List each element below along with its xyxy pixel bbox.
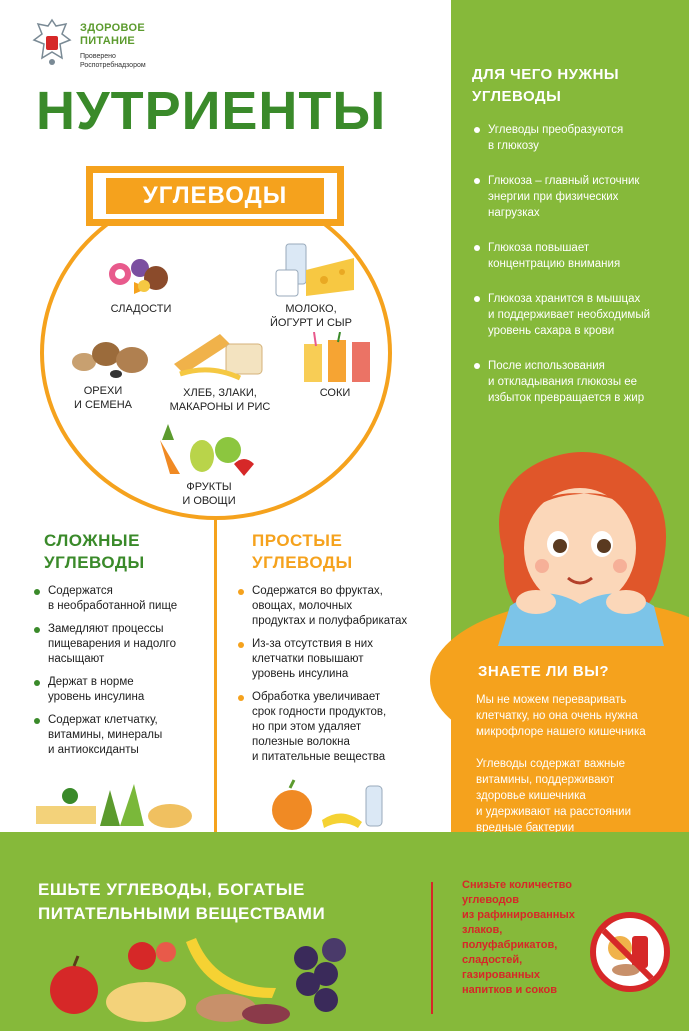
carbs-label: УГЛЕВОДЫ <box>142 182 288 209</box>
food-label-line: СЛАДОСТИ <box>110 303 172 315</box>
food-label-line: МАКАРОНЫ И РИС <box>169 401 271 413</box>
why-carbs-title <box>472 64 619 108</box>
healthy-foods-icon <box>46 928 366 1028</box>
list-line: Глюкоза хранится в мышцах <box>488 293 641 305</box>
food-label-line: ЙОГУРТ И СЫР <box>269 317 352 329</box>
title-line: СЛОЖНЫЕ <box>44 531 140 550</box>
note-line: Снизьте количество <box>462 879 572 891</box>
list-item <box>472 173 677 221</box>
food-label-line: ФРУКТЫ <box>186 481 232 493</box>
list-line: Обработка увеличивает <box>252 691 381 703</box>
note-line: из рафинированных <box>462 909 575 921</box>
page-title: НУТРИЕНТЫ <box>36 81 387 141</box>
list-line: полезные волокна <box>252 736 350 748</box>
food-label-line: ОРЕХИ <box>83 385 123 397</box>
list-line: и питательные вещества <box>252 751 386 763</box>
note-divider <box>431 882 433 1014</box>
text-line: и удерживают на расстоянии <box>476 806 632 818</box>
did-you-know-paragraph-2 <box>476 756 681 832</box>
note-line: углеводов <box>462 894 520 906</box>
list-line: пищеварения и надолго <box>48 638 177 650</box>
processed-foods-icon <box>262 776 392 832</box>
note-line: газированных <box>462 969 541 981</box>
logo-title-line: ЗДОРОВОЕ <box>80 22 145 34</box>
list-line: продуктах и полуфабрикатах <box>252 615 408 627</box>
list-line: Содержат клетчатку, <box>48 714 158 726</box>
logo-sub-line: Проверено <box>80 53 116 60</box>
title-line: УГЛЕВОДЫ <box>252 553 353 572</box>
list-line: и откладывания глюкозы ее <box>488 376 638 388</box>
why-carbs-list <box>472 122 677 425</box>
list-line: концентрацию внимания <box>488 258 621 270</box>
list-line: После использования <box>488 360 605 372</box>
text-line: вредные бактерии <box>476 822 575 832</box>
title-line: ЕШЬТЕ УГЛЕВОДЫ, БОГАТЫЕ <box>38 880 305 899</box>
food-label-line: СОКИ <box>319 387 351 399</box>
list-line: и поддерживает необходимый <box>488 309 651 321</box>
list-item <box>34 675 210 705</box>
text-line: Углеводы содержат важные <box>476 758 626 770</box>
list-item <box>34 584 210 614</box>
did-you-know-paragraph-1 <box>476 692 681 740</box>
food-label-fruits <box>164 480 254 508</box>
list-item <box>238 690 450 765</box>
list-line: уровень инсулина <box>252 668 349 680</box>
list-line: Содержатся во фруктах, <box>252 585 383 597</box>
list-line: нагрузках <box>488 207 540 219</box>
list-line: Из-за отсутствия в них <box>252 638 373 650</box>
text-line: Мы не можем переваривать <box>476 694 627 706</box>
fruits-vegetables-icon <box>150 420 260 478</box>
bread-icon <box>170 324 266 382</box>
text-line: здоровье кишечника <box>476 790 586 802</box>
note-line: злаков, <box>462 924 503 936</box>
text-line: витамины, поддерживают <box>476 774 615 786</box>
note-line: напитков и соков <box>462 984 557 996</box>
list-line: насыщают <box>48 653 105 665</box>
food-label-juice <box>300 386 370 400</box>
carbs-label-box <box>86 166 344 226</box>
no-junk-food-icon <box>590 912 670 992</box>
text-line: микрофлоре нашего кишечника <box>476 726 646 738</box>
juice-icon <box>300 332 380 384</box>
list-line: в глюкозу <box>488 140 539 152</box>
list-item <box>34 713 210 758</box>
logo-sub-line: Роспотребнадзором <box>80 62 146 69</box>
food-label-bread <box>160 386 280 414</box>
column-divider <box>214 520 217 832</box>
list-line: но при этом удаляет <box>252 721 362 733</box>
list-line: уровень инсулина <box>48 691 145 703</box>
food-label-line: МОЛОКО, <box>285 303 337 315</box>
did-you-know-title: ЗНАЕТЕ ЛИ ВЫ? <box>478 663 610 680</box>
bottom-title <box>38 878 325 926</box>
list-line: Углеводы преобразуются <box>488 124 624 136</box>
list-line: Содержатся <box>48 585 113 597</box>
simple-carbs-list <box>238 584 450 773</box>
whole-foods-icon <box>30 776 200 832</box>
dairy-icon <box>272 240 358 302</box>
title-line: ПИТАТЕЛЬНЫМИ ВЕЩЕСТВАМИ <box>38 904 326 923</box>
list-line: срок годности продуктов, <box>252 706 387 718</box>
list-line: Глюкоза – главный источник <box>488 175 640 187</box>
list-line: энергии при физических <box>488 191 619 203</box>
logo-title-line: ПИТАНИЕ <box>80 35 136 47</box>
carbs-label-wrap <box>86 166 344 226</box>
eagle-emblem-icon <box>32 18 72 66</box>
list-item <box>472 240 677 272</box>
text-line: клетчатку, но она очень нужна <box>476 710 638 722</box>
logo <box>32 16 252 72</box>
simple-carbs-title <box>252 530 353 574</box>
sweets-icon <box>104 252 176 298</box>
list-line: Замедляют процессы <box>48 623 164 635</box>
list-item <box>472 291 677 339</box>
note-line: сладостей, <box>462 954 523 966</box>
list-item <box>238 637 450 682</box>
list-line: Глюкоза повышает <box>488 242 590 254</box>
list-line: Держат в норме <box>48 676 134 688</box>
list-line: овощах, молочных <box>252 600 353 612</box>
list-item <box>472 358 677 406</box>
complex-carbs-title <box>44 530 145 574</box>
title-line: ПРОСТЫЕ <box>252 531 343 550</box>
food-label-nuts <box>58 384 148 412</box>
food-label-line: И СЕМЕНА <box>73 399 133 411</box>
list-line: и антиоксиданты <box>48 744 139 756</box>
complex-carbs-list <box>34 584 210 766</box>
logo-subtitle <box>80 52 146 70</box>
list-item <box>34 622 210 667</box>
nuts-icon <box>66 336 156 382</box>
list-item <box>238 584 450 629</box>
girl-illustration-icon <box>484 446 674 646</box>
list-line: в необработанной пище <box>48 600 178 612</box>
note-line: полуфабрикатов, <box>462 939 558 951</box>
list-line: уровень сахара в крови <box>488 325 615 337</box>
food-label-line: И ОВОЩИ <box>182 495 236 507</box>
list-line: витамины, минералы <box>48 729 163 741</box>
logo-title <box>80 22 145 48</box>
title-line: УГЛЕВОДЫ <box>472 88 562 105</box>
food-label-dairy <box>256 302 366 330</box>
list-line: избыток превращается в жир <box>488 392 645 404</box>
title-line: УГЛЕВОДЫ <box>44 553 145 572</box>
list-item <box>472 122 677 154</box>
reduce-carbs-note <box>462 878 582 998</box>
food-label-line: ХЛЕБ, ЗЛАКИ, <box>183 387 257 399</box>
list-line: клетчатки повышают <box>252 653 364 665</box>
title-line: ДЛЯ ЧЕГО НУЖНЫ <box>472 66 620 83</box>
food-label-sweets <box>96 302 186 316</box>
